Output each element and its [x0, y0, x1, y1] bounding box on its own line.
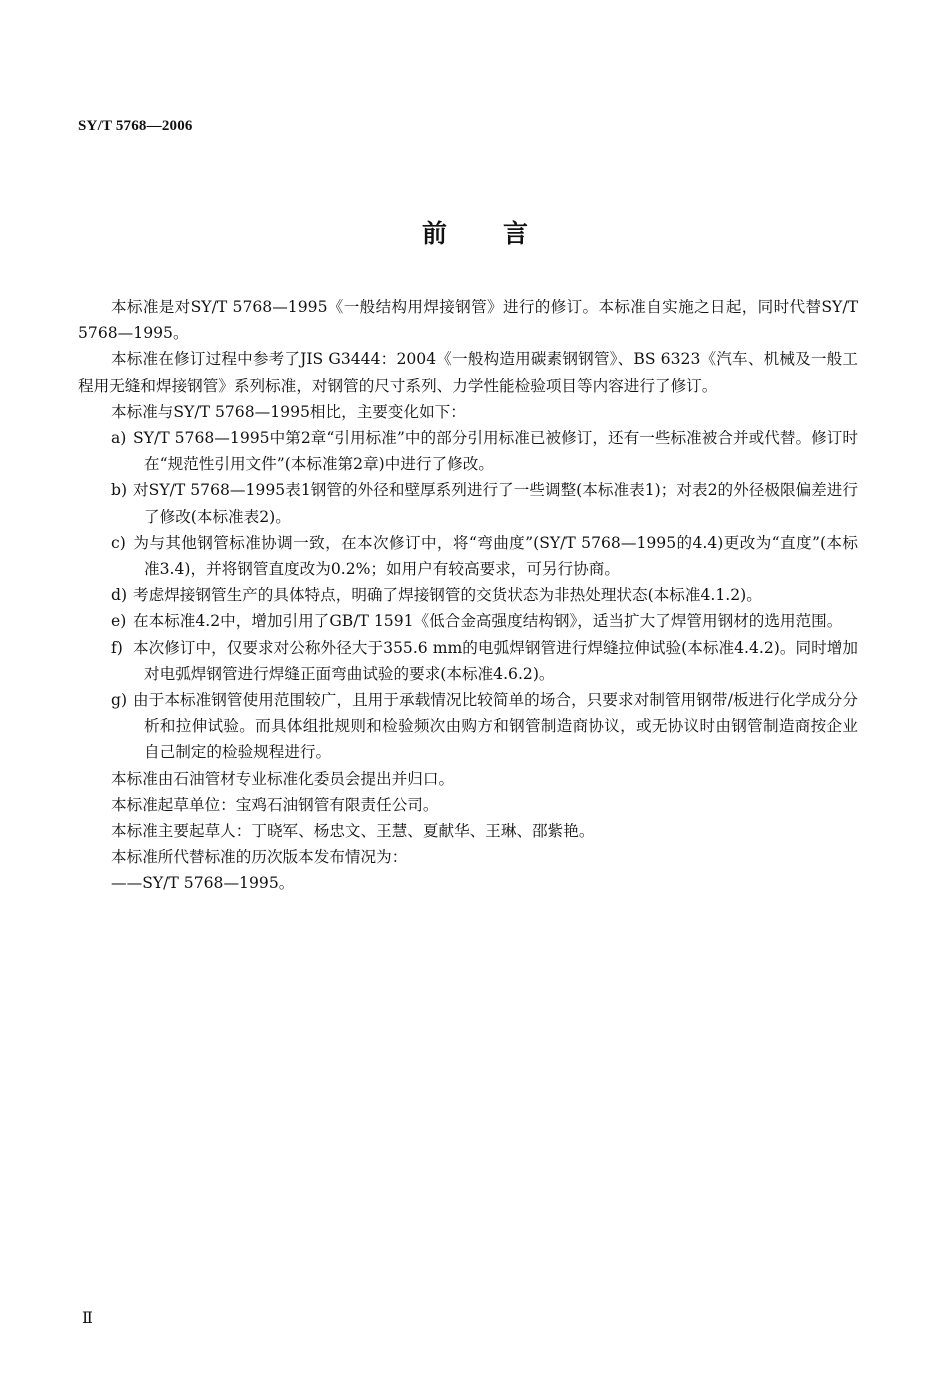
page-title	[0, 214, 950, 250]
change-item-marker: e)	[111, 612, 127, 631]
change-item-c	[78, 530, 858, 582]
paragraph-revision-statement: 本标准是对SY/T 5768—1995《一般结构用焊接钢管》进行的修订。本标准自实施之日起，同时代替SY/T 5768—1995。	[78, 298, 858, 343]
paragraph-references: 本标准在修订过程中参考了JIS G3444：2004《一般构造用碳素钢钢管》、BS 6323《汽车、机械及一般工程用无缝和焊接钢管》系列标准，对钢管的尺寸系列、力学性能检验项目等内容进行了修订。	[78, 350, 858, 395]
change-item-d	[78, 582, 858, 608]
change-item-text: 对SY/T 5768—1995表1钢管的外径和壁厚系列进行了一些调整(本标准表1)；对表2的外径极限偏差进行了修改(本标准表2)。	[133, 481, 858, 526]
change-item-marker: c)	[111, 533, 126, 552]
title-char-left: 前	[421, 219, 447, 248]
change-item-e	[78, 608, 858, 634]
foreword-body	[78, 294, 858, 897]
change-item-marker: d)	[111, 586, 128, 605]
change-item-text: 由于本标准钢管使用范围较广，且用于承载情况比较简单的场合，只要求对制管用钢带/板进行化学成分分析和拉伸试验。而具体组批规则和检验频次由购方和钢管制造商协议，或无协议时由钢管制造商按企业自己制定的检验规程进行。	[133, 691, 858, 762]
paragraph-proposer: 本标准由石油管材专业标准化委员会提出并归口。	[111, 769, 455, 788]
title-char-right: 言	[503, 219, 529, 248]
paragraph-changes-intro: 本标准与SY/T 5768—1995相比，主要变化如下：	[111, 402, 466, 421]
page-number: Ⅱ	[82, 1310, 93, 1327]
change-item-text: SY/T 5768—1995中第2章“引用标准”中的部分引用标准已被修订，还有一些标准被合并或代替。修订时在“规范性引用文件”(本标准第2章)中进行了修改。	[133, 429, 858, 474]
change-item-text: 本次修订中，仅要求对公称外径大于355.6 mm的电弧焊钢管进行焊缝拉伸试验(本标准4.4.2)。同时增加对电弧焊钢管进行焊缝正面弯曲试验的要求(本标准4.6.2)。	[133, 638, 858, 683]
paragraph-previous-editions: 本标准所代替标准的历次版本发布情况为：	[111, 848, 408, 867]
change-item-b	[78, 477, 858, 529]
standard-code: SY/T 5768—2006	[78, 118, 193, 134]
change-item-f	[78, 635, 858, 687]
change-item-g	[78, 687, 858, 766]
change-item-marker: b)	[111, 481, 128, 500]
paragraph-drafting-unit: 本标准起草单位：宝鸡石油钢管有限责任公司。	[111, 795, 439, 814]
change-item-a	[78, 425, 858, 477]
previous-edition-item: ——SY/T 5768—1995。	[111, 874, 295, 893]
change-item-text: 为与其他钢管标准协调一致，在本次修订中，将“弯曲度”(SY/T 5768—1995的4.4)更改为“直度”(本标准3.4)，并将钢管直度改为0.2%；如用户有较高要求，可另行协商。	[133, 533, 858, 579]
paragraph-drafters: 本标准主要起草人：丁晓军、杨忠文、王慧、夏献华、王琳、邵紫艳。	[111, 822, 595, 841]
change-item-marker: g)	[111, 691, 128, 710]
change-item-marker: f)	[111, 638, 123, 657]
change-item-text: 考虑焊接钢管生产的具体特点，明确了焊接钢管的交货状态为非热处理状态(本标准4.1.2)。	[133, 586, 762, 605]
change-item-text: 在本标准4.2中，增加引用了GB/T 1591《低合金高强度结构钢》，适当扩大了焊管用钢材的选用范围。	[133, 612, 843, 631]
change-item-marker: a)	[111, 429, 127, 448]
